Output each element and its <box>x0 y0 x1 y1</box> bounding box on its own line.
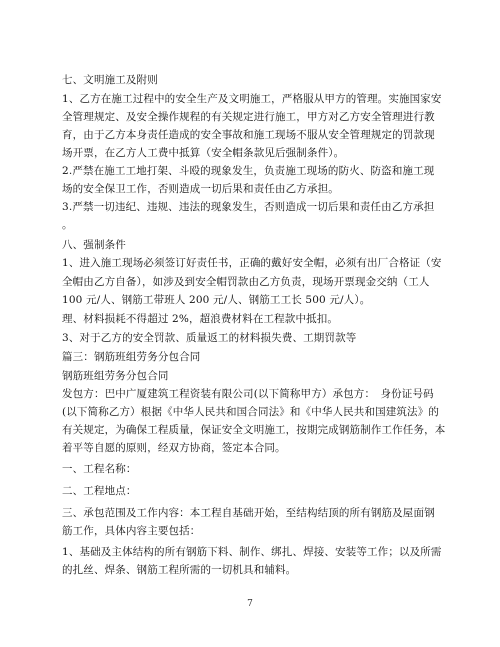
paragraph-line: 3.严禁一切违纪、违规、违法的现象发生，否则造成一切后果和责任由乙方承担 <box>62 201 435 213</box>
paragraph-line: 育，由于乙方本身责任造成的安全事故和施工现场不服从安全管理规定的罚款现 <box>62 129 435 141</box>
paragraph-line: 2.严禁在施工工地打架、斗殴的现象发生，负责施工现场的防火、防盗和施工现 <box>62 165 435 177</box>
paragraph-line: 三、承包范围及工作内容：本工程自基础开始，至结构结顶的所有钢筋及屋面钢 <box>62 507 435 519</box>
paragraph-line: 有关规定，为确保工程质量，保证安全文明施工，按期完成钢筋制作工作任务，本 <box>62 424 446 436</box>
paragraph-line: 1、基础及主体结构的所有钢筋下料、制作、绑扎、焊接、安装等工作；以及所需 <box>62 546 442 558</box>
paragraph-line: 场开票，在乙方人工费中抵算（安全帽条款见后强制条件）。 <box>62 147 345 159</box>
paragraph-line: 1、乙方在施工过程中的安全生产及文明施工，严格服从甲方的管理。实施国家安 <box>62 93 442 105</box>
paragraph-line: 100 元/人、钢筋工带班人 200 元/人、钢筋工工长 500 元/人）。 <box>62 294 371 306</box>
paragraph-line: 。 <box>62 219 73 231</box>
page-number: 7 <box>247 599 253 609</box>
paragraph-line: 的扎丝、焊条、钢筋工程所需的一切机具和辅料。 <box>62 564 297 576</box>
section-heading-8: 八、强制条件 <box>62 239 126 251</box>
clause-project-name: 一、工程名称： <box>62 463 137 475</box>
paragraph-line: 着平等自愿的原则，经双方协商，签定本合同。 <box>62 442 286 454</box>
paragraph-line: 发包方：巴中广厦建筑工程资装有限公司(以下简称甲方）承包方： 身份证号码 <box>62 388 434 400</box>
paragraph-line: 1、进入施工现场必须签订好责任书，正确的戴好安全帽，必须有出厂合格证（安 <box>62 257 442 269</box>
chapter-heading: 篇三：钢筋班组劳务分包合同 <box>62 351 201 363</box>
paragraph-line: 理、材料损耗不得超过 2%，超浪费材料在工程款中抵扣。 <box>62 313 339 325</box>
paragraph-line: 全帽由乙方自备），如涉及到安全帽罚款由乙方负责，现场开票现金交纳（工人 <box>62 276 430 288</box>
paragraph-line: 全管理规定、及安全操作规程的有关规定进行施工，甲方对乙方安全管理进行教 <box>62 111 435 123</box>
paragraph-line: 筋工作，具体内容主要包括： <box>62 525 201 537</box>
section-heading-7: 七、文明施工及附则 <box>62 74 158 86</box>
paragraph-line: (以下简称乙方）根据《中华人民共和国合同法》和《中华人民共和国建筑法》的 <box>62 406 439 418</box>
paragraph-line: 场的安全保卫工作，否则造成一切后果和责任由乙方承担。 <box>62 183 339 195</box>
contract-title: 钢筋班组劳务分包合同 <box>62 370 169 382</box>
clause-project-location: 二、工程地点： <box>62 485 137 497</box>
paragraph-line: 3、对于乙方的安全罚款、质量返工的材料损失费、工期罚款等 <box>62 332 357 344</box>
